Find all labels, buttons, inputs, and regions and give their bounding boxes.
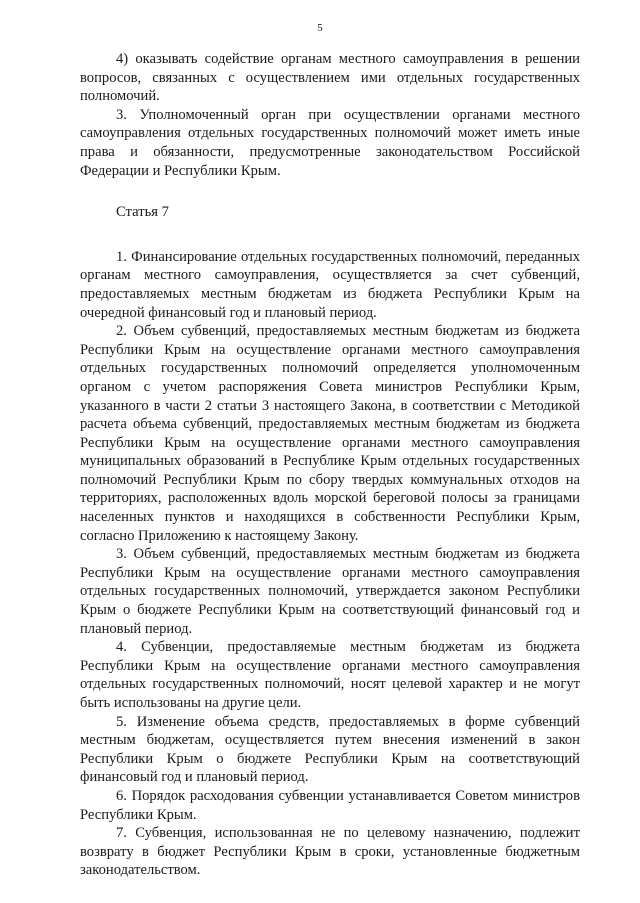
article-paragraph-3: 3. Объем субвенций, предоставляемых местным бюджетам из бюджета Республики Крым на осуществление органами местного самоуправления отдельных государственных полномочий, утверждается законом Республики Крым о бюджете Республики Крым на соответствующий финансовый год и плановый период. bbox=[80, 546, 580, 637]
article-paragraph-6: 6. Порядок расходования субвенции устанавливается Советом министров Республики Крым. bbox=[80, 787, 580, 823]
article-heading: Статья 7 bbox=[116, 204, 169, 221]
paragraph-part-3: 3. Уполномоченный орган при осуществлении органами местного самоуправления отдельных государственных полномочий может иметь иные права и обязанности, предусмотренные законодательством Российской Федерации и Республики Крым. bbox=[80, 106, 580, 179]
article-paragraph-5: 5. Изменение объема средств, предоставляемых в форме субвенций местным бюджетам, осуществляется путем внесения изменений в закон Республики Крым о бюджете Республики Крым на соответствующий финансовый год и плановый период. bbox=[80, 713, 580, 786]
document-body bbox=[80, 50, 580, 880]
paragraph-item-4: 4) оказывать содействие органам местного самоуправления в решении вопросов, связанных с осуществлением ими отдельных государственных полномочий. bbox=[80, 51, 580, 105]
article-paragraph-2: 2. Объем субвенций, предоставляемых местным бюджетам из бюджета Республики Крым на осуществление органами местного самоуправления отдельных государственных полномочий определяется уполномоченным органом с учетом распоряжения Совета министров Республики Крым, указанного в части 2 статьи 3 настоящего Закона, в соответствии с Методикой расчета объема субвенций, предоставляемых местным бюджетам из бюджета Республики Крым на осуществление органами местного самоуправления муниципальных образований в Республике Крым отдельных государственных полномочий Республики Крым по сбору твердых коммунальных отходов на территориях, расположенных вдоль морской береговой полосы за границами населенных пунктов и находящихся в собственности Республики Крым, согласно Приложению к настоящему Закону. bbox=[80, 323, 580, 544]
article-paragraph-4: 4. Субвенции, предоставляемые местным бюджетам из бюджета Республики Крым на осуществление органами местного самоуправления отдельных государственных полномочий, носят целевой характер и не могут быть использованы на другие цели. bbox=[80, 639, 580, 711]
page-number: 5 bbox=[317, 22, 323, 34]
article-paragraph-1: 1. Финансирование отдельных государственных полномочий, переданных органам местного самоуправления, осуществляется за счет субвенций, предоставляемых местным бюджетам из бюджета Республики Крым на очередной финансовый год и плановый период. bbox=[80, 248, 580, 321]
article-paragraph-7: 7. Субвенция, использованная не по целевому назначению, подлежит возврату в бюджет Республики Крым в сроки, установленные бюджетным законодательством. bbox=[80, 825, 580, 879]
